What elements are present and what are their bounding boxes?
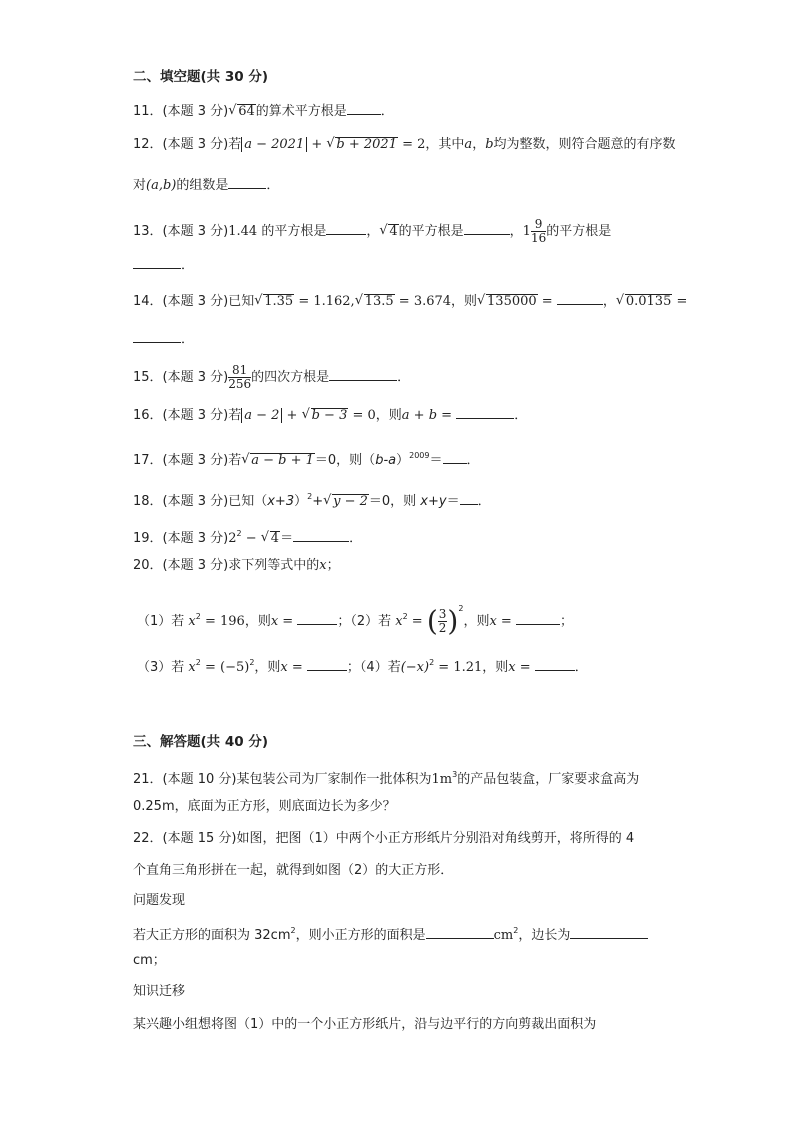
question-20-part-3-4: （3）若 $x^2 = (-5)^2$，则x = ；（4）若$(-x)^2 = 1.21$，则x = ． [137, 658, 588, 675]
question-15: 15．(本题 3 分) $\frac{81}{256}$ 的四次方根是 ． [133, 363, 411, 391]
answer-blank [133, 256, 181, 269]
answer-blank [535, 658, 575, 671]
answer-blank [570, 926, 648, 939]
answer-blank [456, 406, 514, 419]
answer-blank [293, 529, 349, 542]
answer-blank [297, 612, 337, 625]
sqrt-expression: √ b − 3 [302, 407, 349, 425]
fraction: $\frac{9}{16}$ [530, 217, 547, 245]
subheading-problem-discovery: 问题发现 [133, 893, 186, 908]
abs-expression: a − 2 [241, 408, 282, 423]
question-19: 19．(本题 3 分)$2^2$ − √ 4＝ ． [133, 525, 362, 548]
section-title-answer: 三、解答题(共 40 分) [133, 734, 269, 750]
question-22-discovery: 若大正方形的面积为 $32cm^2$，则小正方形的面积是 $cm^2$，边长为 [133, 922, 648, 945]
question-22: 22．(本题 15 分)如图，把图（1）中两个小正方形纸片分别沿对角线剪开，将所得的 4 [133, 831, 635, 846]
question-21-line2: 0.25m，底面为正方形，则底面边长为多少？ [133, 799, 396, 814]
sqrt-expression: √ 4 [261, 530, 280, 548]
question-13: 13．(本题 3 分)1.44 的平方根是 ，√ 4的平方根是 ，1 $\frac{9}{16}$ 的平方根是 [133, 218, 611, 245]
question-20: 20．(本题 3 分)求下列等式中的x； [133, 558, 340, 573]
answer-blank [133, 330, 181, 343]
sqrt-expression: √ 0.0135 [616, 293, 673, 311]
answer-blank [307, 658, 347, 671]
question-21: 21．(本题 10 分)某包装公司为厂家制作一批体积为$1m^3$的产品包装盒，厂家要求盒高为 [133, 770, 640, 787]
question-14-line2: ． [133, 330, 194, 349]
question-22-discovery-line2: cm； [133, 953, 166, 968]
subheading-knowledge-transfer: 知识迁移 [133, 984, 186, 999]
answer-blank [347, 102, 381, 115]
question-17: 17．(本题 3 分)若√ a − b + 1＝0，则$(b-a)^{2009}=$ ． [133, 447, 480, 470]
question-20-part-1-2: （1）若 $x^2 = 196$，则x = ；（2）若 $x^2$ = ( $\frac{3}{2}$ )$^2$，则x = ； [137, 604, 573, 638]
sqrt-expression: √ 4 [379, 223, 398, 241]
question-12: 12．(本题 3 分)若 a − 2021 + √ b + 2021 = 2，其中a，b均为整数，则符合题意的有序数 [133, 136, 676, 154]
sqrt-expression: √ 64 [228, 103, 256, 121]
question-12-line2: 对(a,b)的组数是 ． [133, 178, 280, 193]
sqrt-expression: √ 135000 [477, 293, 538, 311]
answer-blank [329, 368, 397, 381]
question-16: 16．(本题 3 分)若 a − 2 + √ b − 3 = 0，则a + b = ． [133, 406, 527, 425]
question-13-line2: ． [133, 256, 194, 275]
question-14: 14．(本题 3 分)已知√ 1.35 = 1.162,√ 13.5 = 3.674，则√ 135000 = ，√ 0.0135 = [133, 292, 687, 311]
sqrt-expression: √ 13.5 [355, 293, 395, 311]
question-22-transfer: 某兴趣小组想将图（1）中的一个小正方形纸片，沿与边平行的方向剪裁出面积为 [133, 1017, 597, 1032]
abs-expression: a − 2021 [241, 137, 307, 152]
sqrt-expression: √ 1.35 [254, 293, 294, 311]
fraction: $\frac{3}{2}$ [438, 607, 447, 635]
answer-blank [228, 176, 266, 189]
fraction: $\frac{81}{256}$ [228, 363, 252, 391]
answer-blank [516, 612, 560, 625]
answer-blank [326, 222, 366, 235]
answer-blank [443, 451, 467, 464]
question-22-line2: 个直角三角形拼在一起，就得到如图（2）的大正方形． [133, 863, 454, 878]
sqrt-expression: √ a − b + 1 [241, 452, 315, 470]
question-11: 11．(本题 3 分)√ 64的算术平方根是 ． [133, 102, 394, 121]
answer-blank [460, 492, 478, 505]
answer-blank [426, 926, 494, 939]
sqrt-expression: √ b + 2021 [326, 136, 398, 154]
section-title-fill-in: 二、填空题(共 30 分) [133, 69, 269, 85]
question-18: 18．(本题 3 分)已知$(x+3)^2+√$ y − 2＝0，则 x+y＝ ． [133, 488, 491, 511]
answer-blank [557, 292, 603, 305]
sqrt-expression: √ y − 2 [323, 493, 369, 511]
answer-blank [464, 222, 510, 235]
